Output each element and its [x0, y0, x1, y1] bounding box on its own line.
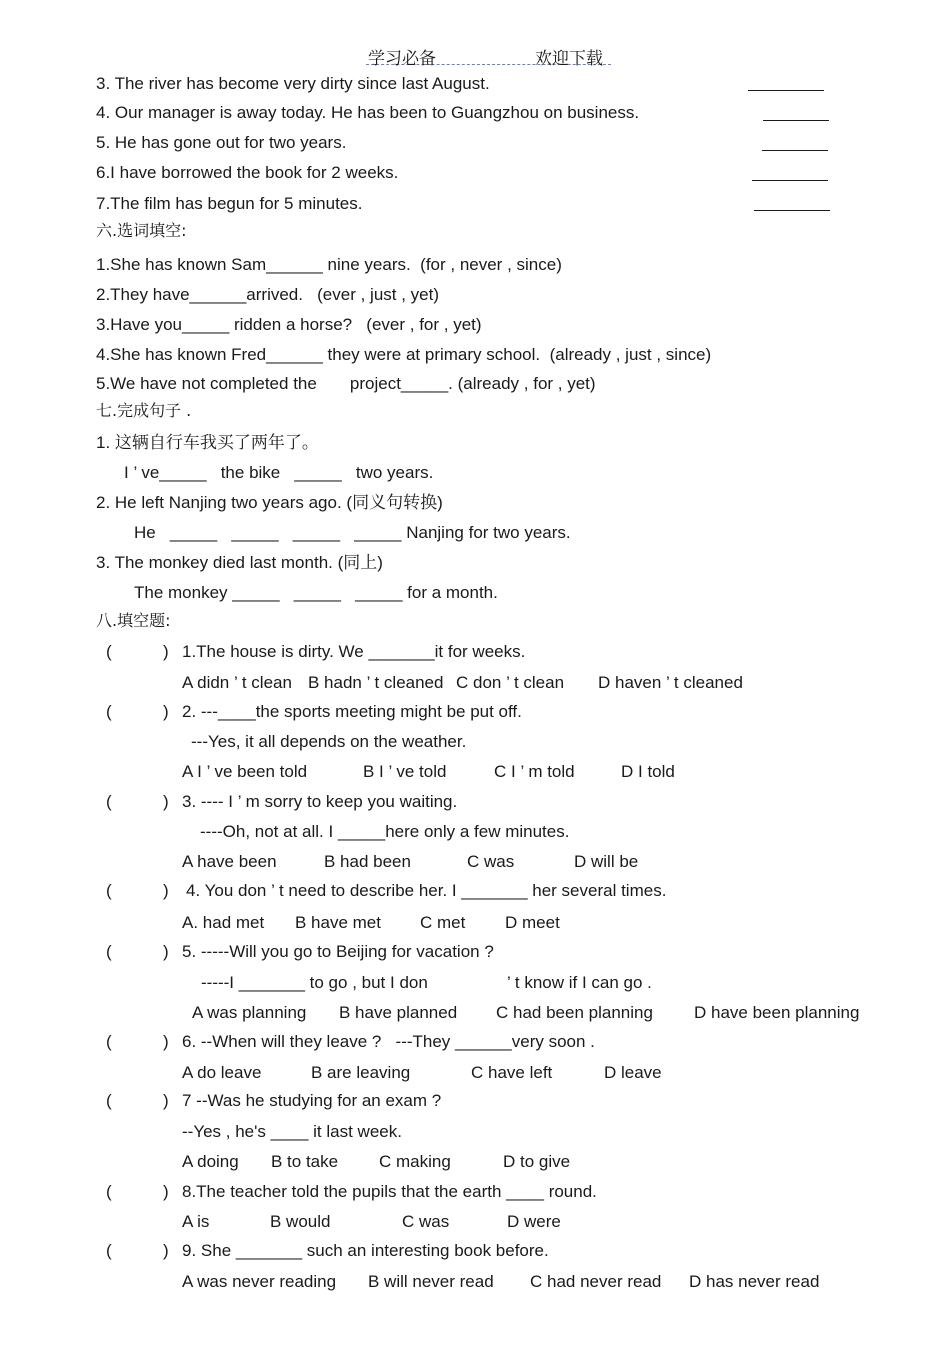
paren-open: (: [106, 942, 112, 961]
option-a: A. had met: [182, 913, 265, 932]
option-b: B had been: [324, 852, 411, 871]
question-5-stem: 5. -----Will you go to Beijing for vacation ?: [182, 942, 494, 961]
option-a: A is: [182, 1212, 210, 1231]
option-a: A was planning: [192, 1003, 307, 1022]
option-a: A have been: [182, 852, 277, 871]
part5-item-6: 6.I have borrowed the book for 2 weeks.: [96, 163, 399, 182]
option-d: D to give: [503, 1152, 571, 1171]
part6-item-5: 5.We have not completed the project_____. (already , for , yet): [96, 374, 596, 393]
option-d: D leave: [604, 1063, 662, 1082]
option-d: D meet: [505, 913, 560, 932]
part7-q3-answer: The monkey _____ _____ _____ for a month.: [134, 583, 498, 602]
paren-close: ): [163, 1032, 169, 1051]
option-c: C was: [402, 1212, 450, 1231]
part5-item-3: 3. The river has become very dirty since last August.: [96, 74, 490, 93]
option-b: B would: [270, 1212, 331, 1231]
paren-open: (: [106, 1241, 112, 1260]
question-5-sub-b: ’ t know if I can go .: [507, 973, 652, 992]
part6-item-4: 4.She has known Fred______ they were at primary school. (already , just , since): [96, 345, 712, 364]
option-d: D have been planning: [694, 1003, 860, 1022]
option-a: A was never reading: [182, 1272, 337, 1291]
paren-close: ): [163, 942, 169, 961]
paren-close: ): [163, 1241, 169, 1260]
header-right: 欢迎下载: [535, 49, 603, 68]
answer-blank: [762, 150, 828, 151]
option-b: B are leaving: [311, 1063, 411, 1082]
answer-blank: [763, 120, 829, 121]
option-b: B hadn ’ t cleaned: [308, 673, 444, 692]
paren-open: (: [106, 792, 112, 811]
question-6-stem: 6. --When will they leave ? ---They ______very soon .: [182, 1032, 595, 1051]
option-a: A doing: [182, 1152, 239, 1171]
option-b: B will never read: [368, 1272, 494, 1291]
part7-q3: 3. The monkey died last month. (同上): [96, 553, 383, 572]
option-c: C met: [420, 913, 466, 932]
paren-close: ): [163, 642, 169, 661]
part7-q2: 2. He left Nanjing two years ago. (同义句转换): [96, 493, 443, 512]
option-c: C had been planning: [496, 1003, 653, 1022]
part6-item-3: 3.Have you_____ ridden a horse? (ever , for , yet): [96, 315, 482, 334]
option-c: C I ’ m told: [494, 762, 575, 781]
option-c: C making: [379, 1152, 451, 1171]
part6-item-2: 2.They have______arrived. (ever , just , yet): [96, 285, 440, 304]
question-1-stem: 1.The house is dirty. We _______it for weeks.: [182, 642, 526, 661]
option-a: A do leave: [182, 1063, 262, 1082]
question-3-sub: ----Oh, not at all. I _____here only a few minutes.: [200, 822, 570, 841]
option-c: C had never read: [530, 1272, 662, 1291]
paren-open: (: [106, 702, 112, 721]
option-b: B to take: [271, 1152, 339, 1171]
option-b: B have planned: [339, 1003, 458, 1022]
option-a: A didn ’ t clean: [182, 673, 292, 692]
question-3-stem: 3. ---- I ’ m sorry to keep you waiting.: [182, 792, 458, 811]
question-5-sub-a: -----I _______ to go , but I don: [201, 973, 428, 992]
answer-blank: [754, 210, 830, 211]
option-d: D will be: [574, 852, 639, 871]
option-c: C have left: [471, 1063, 553, 1082]
paren-open: (: [106, 1091, 112, 1110]
part7-q1: 1. 这辆自行车我买了两年了。: [96, 433, 319, 452]
question-2-sub: ---Yes, it all depends on the weather.: [191, 732, 467, 751]
part5-item-4: 4. Our manager is away today. He has been to Guangzhou on business.: [96, 103, 640, 122]
part5-item-5: 5. He has gone out for two years.: [96, 133, 347, 152]
part5-item-7: 7.The film has begun for 5 minutes.: [96, 194, 363, 213]
paren-close: ): [163, 702, 169, 721]
option-d: D were: [507, 1212, 561, 1231]
option-b: B I ’ ve told: [363, 762, 447, 781]
header-left: 学习必备: [368, 49, 436, 68]
part7-title: 七.完成句子 .: [96, 401, 192, 420]
question-9-stem: 9. She _______ such an interesting book before.: [182, 1241, 549, 1260]
paren-close: ): [163, 1091, 169, 1110]
option-d: D haven ’ t cleaned: [598, 673, 743, 692]
question-4-stem: 4. You don ’ t need to describe her. I _______ her several times.: [186, 881, 667, 900]
paren-close: ): [163, 881, 169, 900]
part7-q1-answer: I ’ ve_____ the bike _____ two years.: [124, 463, 434, 482]
paren-open: (: [106, 1032, 112, 1051]
paren-close: ): [163, 1182, 169, 1201]
paren-open: (: [106, 1182, 112, 1201]
answer-blank: [748, 90, 824, 91]
question-8-stem: 8.The teacher told the pupils that the earth ____ round.: [182, 1182, 597, 1201]
part7-q2-answer: He _____ _____ _____ _____ Nanjing for two years.: [134, 523, 571, 542]
option-c: C was: [467, 852, 515, 871]
option-d: D I told: [621, 762, 675, 781]
part8-title: 八.填空题:: [96, 611, 171, 630]
answer-blank: [752, 180, 828, 181]
question-7-stem: 7 --Was he studying for an exam ?: [182, 1091, 442, 1110]
option-a: A I ’ ve been told: [182, 762, 308, 781]
question-7-sub: --Yes , he's ____ it last week.: [182, 1122, 402, 1141]
question-2-stem: 2. ---____the sports meeting might be put off.: [182, 702, 522, 721]
option-b: B have met: [295, 913, 381, 932]
paren-open: (: [106, 642, 112, 661]
option-c: C don ’ t clean: [456, 673, 565, 692]
page-header: [366, 44, 611, 68]
paren-close: ): [163, 792, 169, 811]
part6-title: 六.选词填空:: [96, 221, 187, 240]
part6-item-1: 1.She has known Sam______ nine years. (for , never , since): [96, 255, 562, 274]
option-d: D has never read: [689, 1272, 820, 1291]
paren-open: (: [106, 881, 112, 900]
